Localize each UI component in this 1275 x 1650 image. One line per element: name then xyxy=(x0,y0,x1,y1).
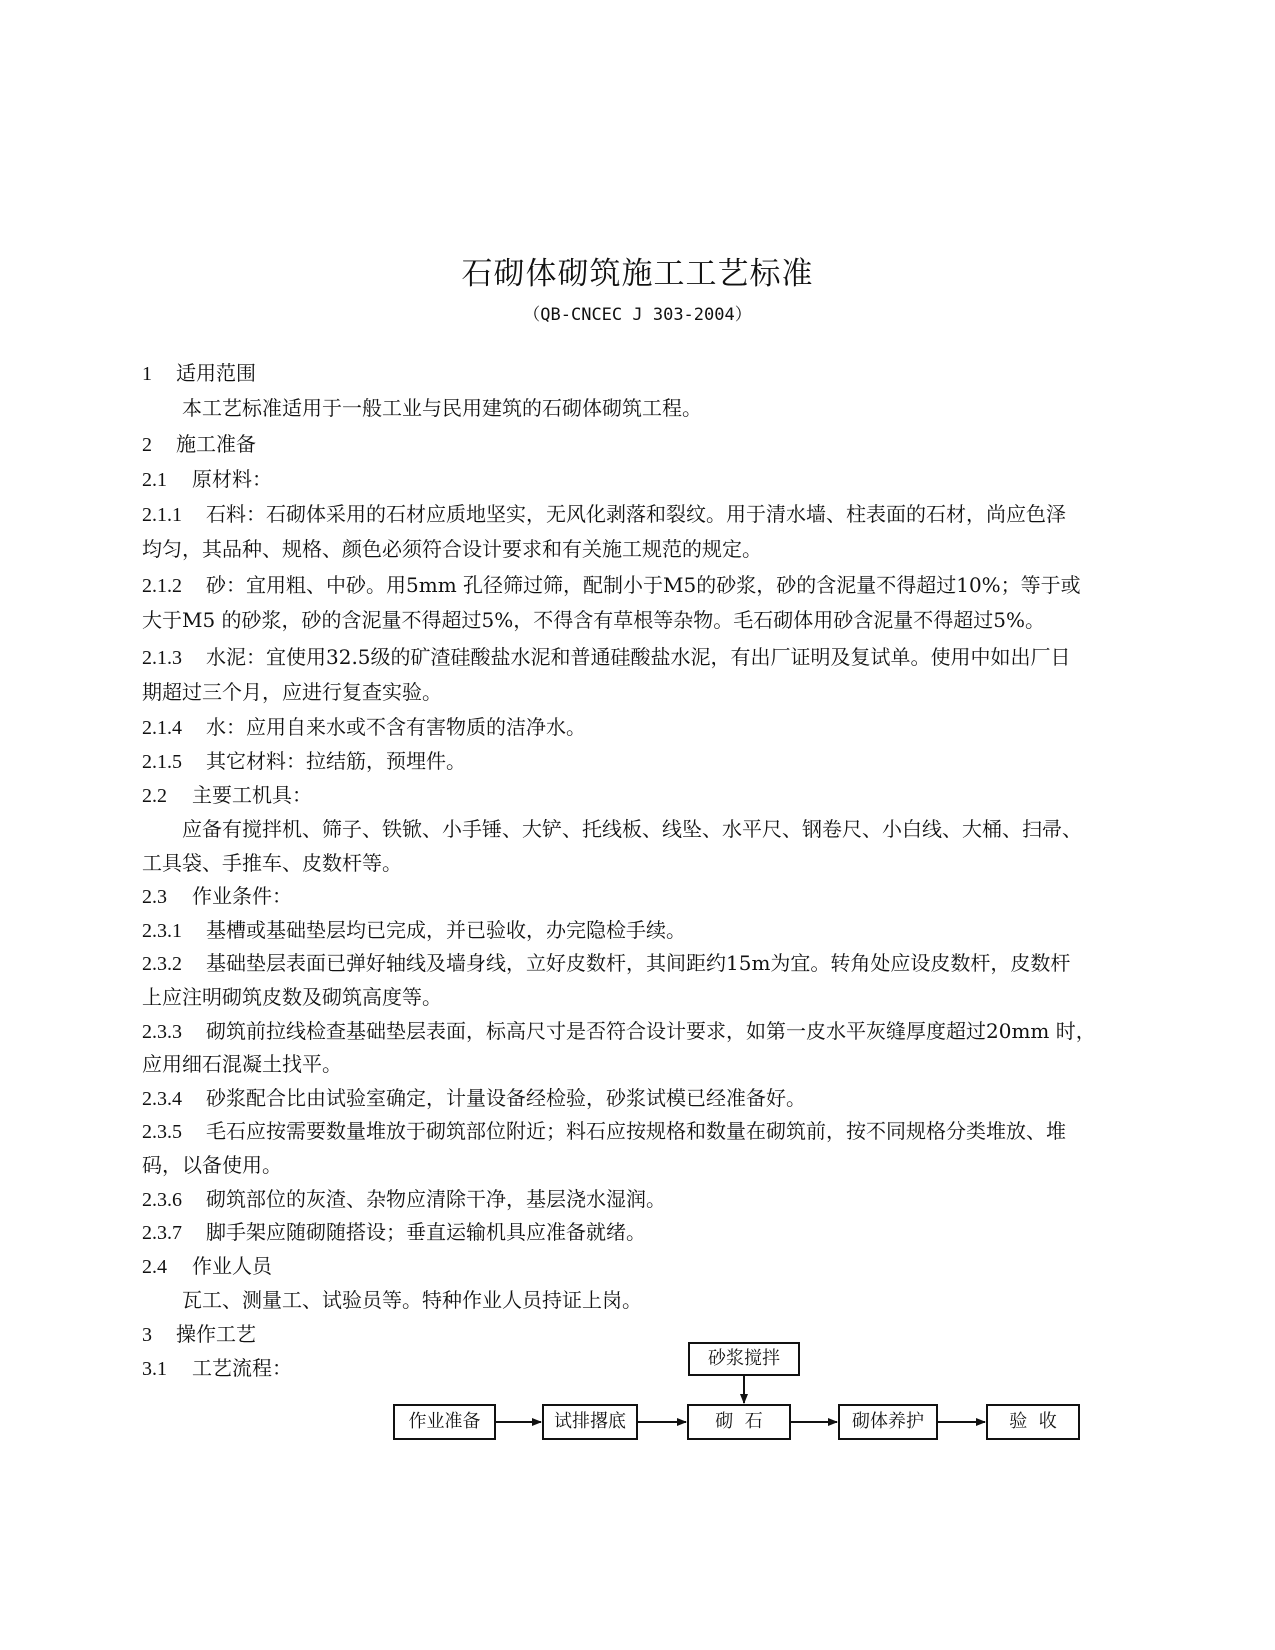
section-3-1-heading: 3.1 工艺流程： xyxy=(142,1356,292,1380)
clause-2-3-3-line2: 应用细石混凝土找平。 xyxy=(142,1052,342,1076)
flow-box-step-2: 试排撂底 xyxy=(542,1404,638,1440)
section-1-body: 本工艺标准适用于一般工业与民用建筑的石砌体砌筑工程。 xyxy=(182,396,702,420)
clause-2-1-3-line1: 2.1.3 水泥：宜使用32.5级的矿渣硅酸盐水泥和普通硅酸盐水泥，有出厂证明及复试单。使用中如出厂日 xyxy=(142,645,1071,669)
flow-box-step-3: 砌 石 xyxy=(687,1404,791,1440)
section-2-4-body: 瓦工、测量工、试验员等。特种作业人员持证上岗。 xyxy=(182,1288,642,1312)
clause-2-3-2-line1: 2.3.2 基础垫层表面已弹好轴线及墙身线，立好皮数杆，其间距约15m为宜。转角处应设皮数杆，皮数杆 xyxy=(142,951,1071,975)
section-2-4-heading: 2.4 作业人员 xyxy=(142,1254,272,1278)
clause-2-3-7: 2.3.7 脚手架应随砌随搭设；垂直运输机具应准备就绪。 xyxy=(142,1220,646,1244)
flow-box-mortar-mixing: 砂浆搅拌 xyxy=(688,1342,800,1376)
section-2-1-heading: 2.1 原材料： xyxy=(142,467,272,491)
flow-box-step-1: 作业准备 xyxy=(393,1404,496,1440)
flow-box-step-5: 验 收 xyxy=(986,1404,1080,1440)
clause-2-3-3-line1: 2.3.3 砌筑前拉线检查基础垫层表面，标高尺寸是否符合设计要求，如第一皮水平灰缝厚度超过20mm 时， xyxy=(142,1019,1096,1043)
section-2-3-heading: 2.3 作业条件： xyxy=(142,884,292,908)
section-3-heading: 3 操作工艺 xyxy=(142,1322,256,1346)
section-2-2-body-line1: 应备有搅拌机、筛子、铁锨、小手锤、大铲、托线板、线坠、水平尺、钢卷尺、小白线、大桶、扫帚、 xyxy=(182,817,1082,841)
flow-box-step-4: 砌体养护 xyxy=(838,1404,938,1440)
clause-2-3-1: 2.3.1 基槽或基础垫层均已完成，并已验收，办完隐检手续。 xyxy=(142,918,686,942)
clause-2-3-4: 2.3.4 砂浆配合比由试验室确定，计量设备经检验，砂浆试模已经准备好。 xyxy=(142,1086,806,1110)
clause-2-1-3-line2: 期超过三个月，应进行复查实验。 xyxy=(142,680,442,704)
clause-2-3-5-line1: 2.3.5 毛石应按需要数量堆放于砌筑部位附近；料石应按规格和数量在砌筑前，按不同规格分类堆放、堆 xyxy=(142,1119,1066,1143)
document-code: （QB-CNCEC J 303-2004） xyxy=(523,305,752,325)
section-2-2-body-line2: 工具袋、手推车、皮数杆等。 xyxy=(142,851,402,875)
clause-2-1-2-line2: 大于M5 的砂浆，砂的含泥量不得超过5%，不得含有草根等杂物。毛石砌体用砂含泥量不得超过5%。 xyxy=(142,608,1046,632)
section-2-heading: 2 施工准备 xyxy=(142,432,256,456)
document-title: 石砌体砌筑施工工艺标准 xyxy=(461,256,814,291)
clause-2-1-2-line1: 2.1.2 砂：宜用粗、中砂。用5mm 孔径筛过筛，配制小于M5的砂浆，砂的含泥量不得超过10%；等于或 xyxy=(142,573,1081,597)
section-1-heading: 1 适用范围 xyxy=(142,361,256,385)
clause-2-1-5: 2.1.5 其它材料：拉结筋，预埋件。 xyxy=(142,749,466,773)
clause-2-1-1-line2: 均匀，其品种、规格、颜色必须符合设计要求和有关施工规范的规定。 xyxy=(142,537,762,561)
clause-2-3-5-line2: 码，以备使用。 xyxy=(142,1153,282,1177)
clause-2-3-6: 2.3.6 砌筑部位的灰渣、杂物应清除干净，基层浇水湿润。 xyxy=(142,1187,666,1211)
section-2-2-heading: 2.2 主要工机具： xyxy=(142,783,312,807)
clause-2-1-4: 2.1.4 水：应用自来水或不含有害物质的洁净水。 xyxy=(142,715,586,739)
clause-2-1-1-line1: 2.1.1 石料：石砌体采用的石材应质地坚实，无风化剥落和裂纹。用于清水墙、柱表面的石材，尚应色泽 xyxy=(142,502,1066,526)
clause-2-3-2-line2: 上应注明砌筑皮数及砌筑高度等。 xyxy=(142,985,442,1009)
